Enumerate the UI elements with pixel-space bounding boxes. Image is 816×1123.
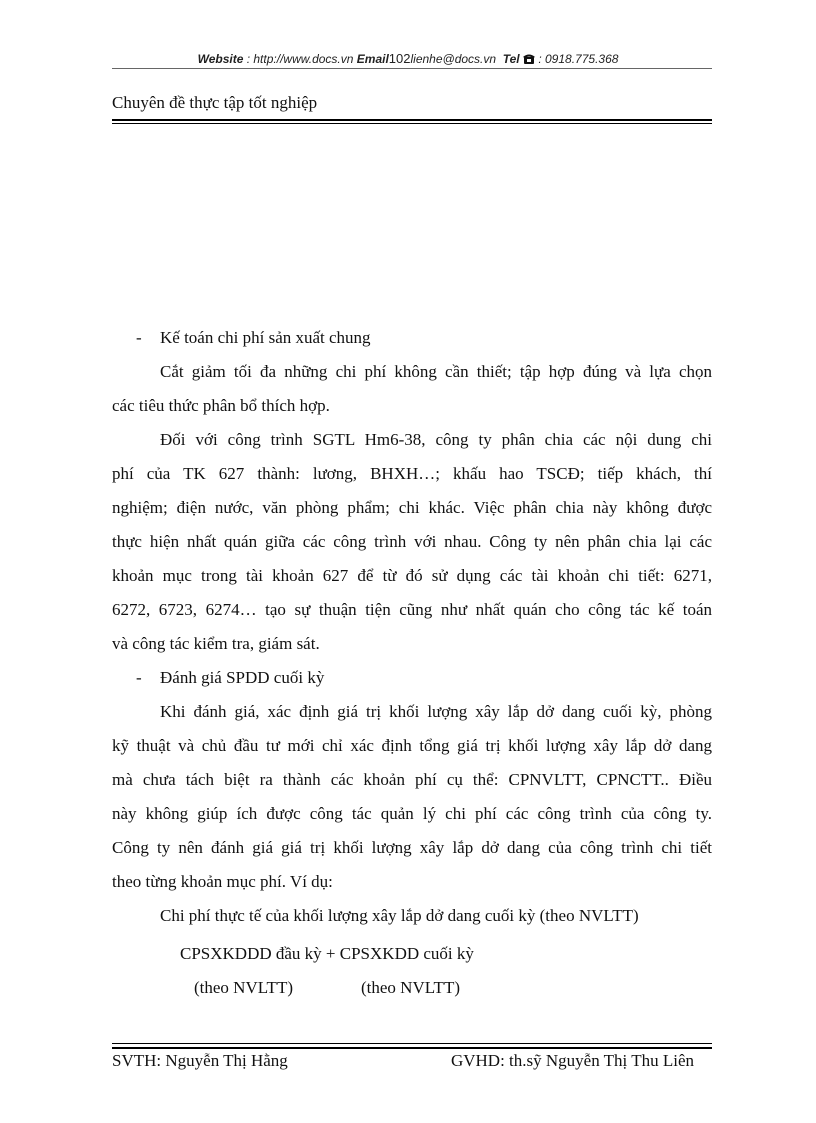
student-name: SVTH: Nguyễn Thị Hằng xyxy=(112,1051,288,1070)
bullet-dash: - xyxy=(136,668,142,687)
advisor-name: GVHD: th.sỹ Nguyễn Thị Thu Liên xyxy=(450,1051,694,1070)
paragraph-line: này không giúp ích được công tác quản lý chi phí các công trình của công ty. xyxy=(112,804,712,823)
top-rule xyxy=(112,68,712,69)
paragraph-line: 6272, 6723, 6274… tạo sự thuận tiện cũng như nhất quán cho công tác kế toán xyxy=(112,600,712,619)
footer-rule-thin xyxy=(112,1043,712,1044)
paragraph-line: Đối với công trình SGTL Hm6-38, công ty phân chia các nội dung chi xyxy=(160,430,712,449)
formula-note: (theo NVLTT) xyxy=(361,978,460,997)
bullet-item-overhead xyxy=(112,321,712,355)
formula-subscript-row xyxy=(112,971,712,1005)
email-label: Email xyxy=(356,52,389,66)
paragraph-line: phí của TK 627 thành: lương, BHXH…; khấu hao TSCĐ; tiếp khách, thí xyxy=(112,464,712,483)
paragraph-line: mà chưa tách biệt ra thành các khoản phí cụ thể: CPNVLTT, CPNCTT.. Điều xyxy=(112,770,712,789)
paragraph-line: kỹ thuật và chủ đầu tư mới chỉ xác định tổng giá trị khối lượng xây lắp dở dang xyxy=(112,736,712,755)
paragraph-line: các tiêu thức phân bổ thích hợp. xyxy=(112,396,330,415)
email-address[interactable]: lienhe@docs.vn xyxy=(410,52,497,66)
phone-icon xyxy=(523,52,538,66)
website-label: Website xyxy=(197,52,244,66)
paragraph-line: và công tác kiểm tra, giám sát. xyxy=(112,634,320,653)
footer-rule-thick xyxy=(112,1047,712,1049)
formula-numerator: CPSXKDDD đầu kỳ + CPSXKDD cuối kỳ xyxy=(180,944,474,963)
bullet-text: Kế toán chi phí sản xuất chung xyxy=(160,328,371,347)
paragraph-line: theo từng khoản mục phí. Ví dụ: xyxy=(112,872,333,891)
page-number: 102 xyxy=(388,51,411,66)
bullet-item-wip-valuation xyxy=(112,661,712,695)
paragraph-line: nghiệm; điện nước, văn phòng phẩm; chi khác. Việc phân chia này không được xyxy=(112,498,712,517)
paragraph-line: Công ty nên đánh giá giá trị khối lượng xây lắp dở dang của công trình chi tiết xyxy=(112,838,712,857)
paragraph-line: Khi đánh giá, xác định giá trị khối lượng xây lắp dở dang cuối kỳ, phòng xyxy=(160,702,712,721)
paragraph-line: khoản mục trong tài khoản 627 để từ đó sử dụng các tài khoản chi tiết: 6271, xyxy=(112,566,712,585)
bullet-dash: - xyxy=(136,328,142,347)
page-footer xyxy=(112,1051,694,1071)
website-contact-line xyxy=(0,51,816,66)
paragraph-line: Cắt giảm tối đa những chi phí không cần thiết; tập hợp đúng và lựa chọn xyxy=(160,362,712,381)
bullet-text: Đánh giá SPDD cuối kỳ xyxy=(160,668,325,687)
formula-note: (theo NVLTT) xyxy=(194,978,293,997)
document-body xyxy=(112,321,712,1005)
header-rule-thin xyxy=(112,123,712,124)
page-header-title: Chuyên đề thực tập tốt nghiệp xyxy=(112,93,318,112)
phone-number: : 0918.775.368 xyxy=(538,52,619,66)
paragraph-line: thực hiện nhất quán giữa các công trình với nhau. Công ty nên phân chia lại các xyxy=(112,532,712,551)
tel-label: Tel xyxy=(502,52,520,66)
header-rule-thick xyxy=(112,119,712,121)
paragraph-line: Chi phí thực tế của khối lượng xây lắp dở dang cuối kỳ (theo NVLTT) xyxy=(160,906,639,925)
website-url[interactable]: : http://www.docs.vn xyxy=(246,52,354,66)
